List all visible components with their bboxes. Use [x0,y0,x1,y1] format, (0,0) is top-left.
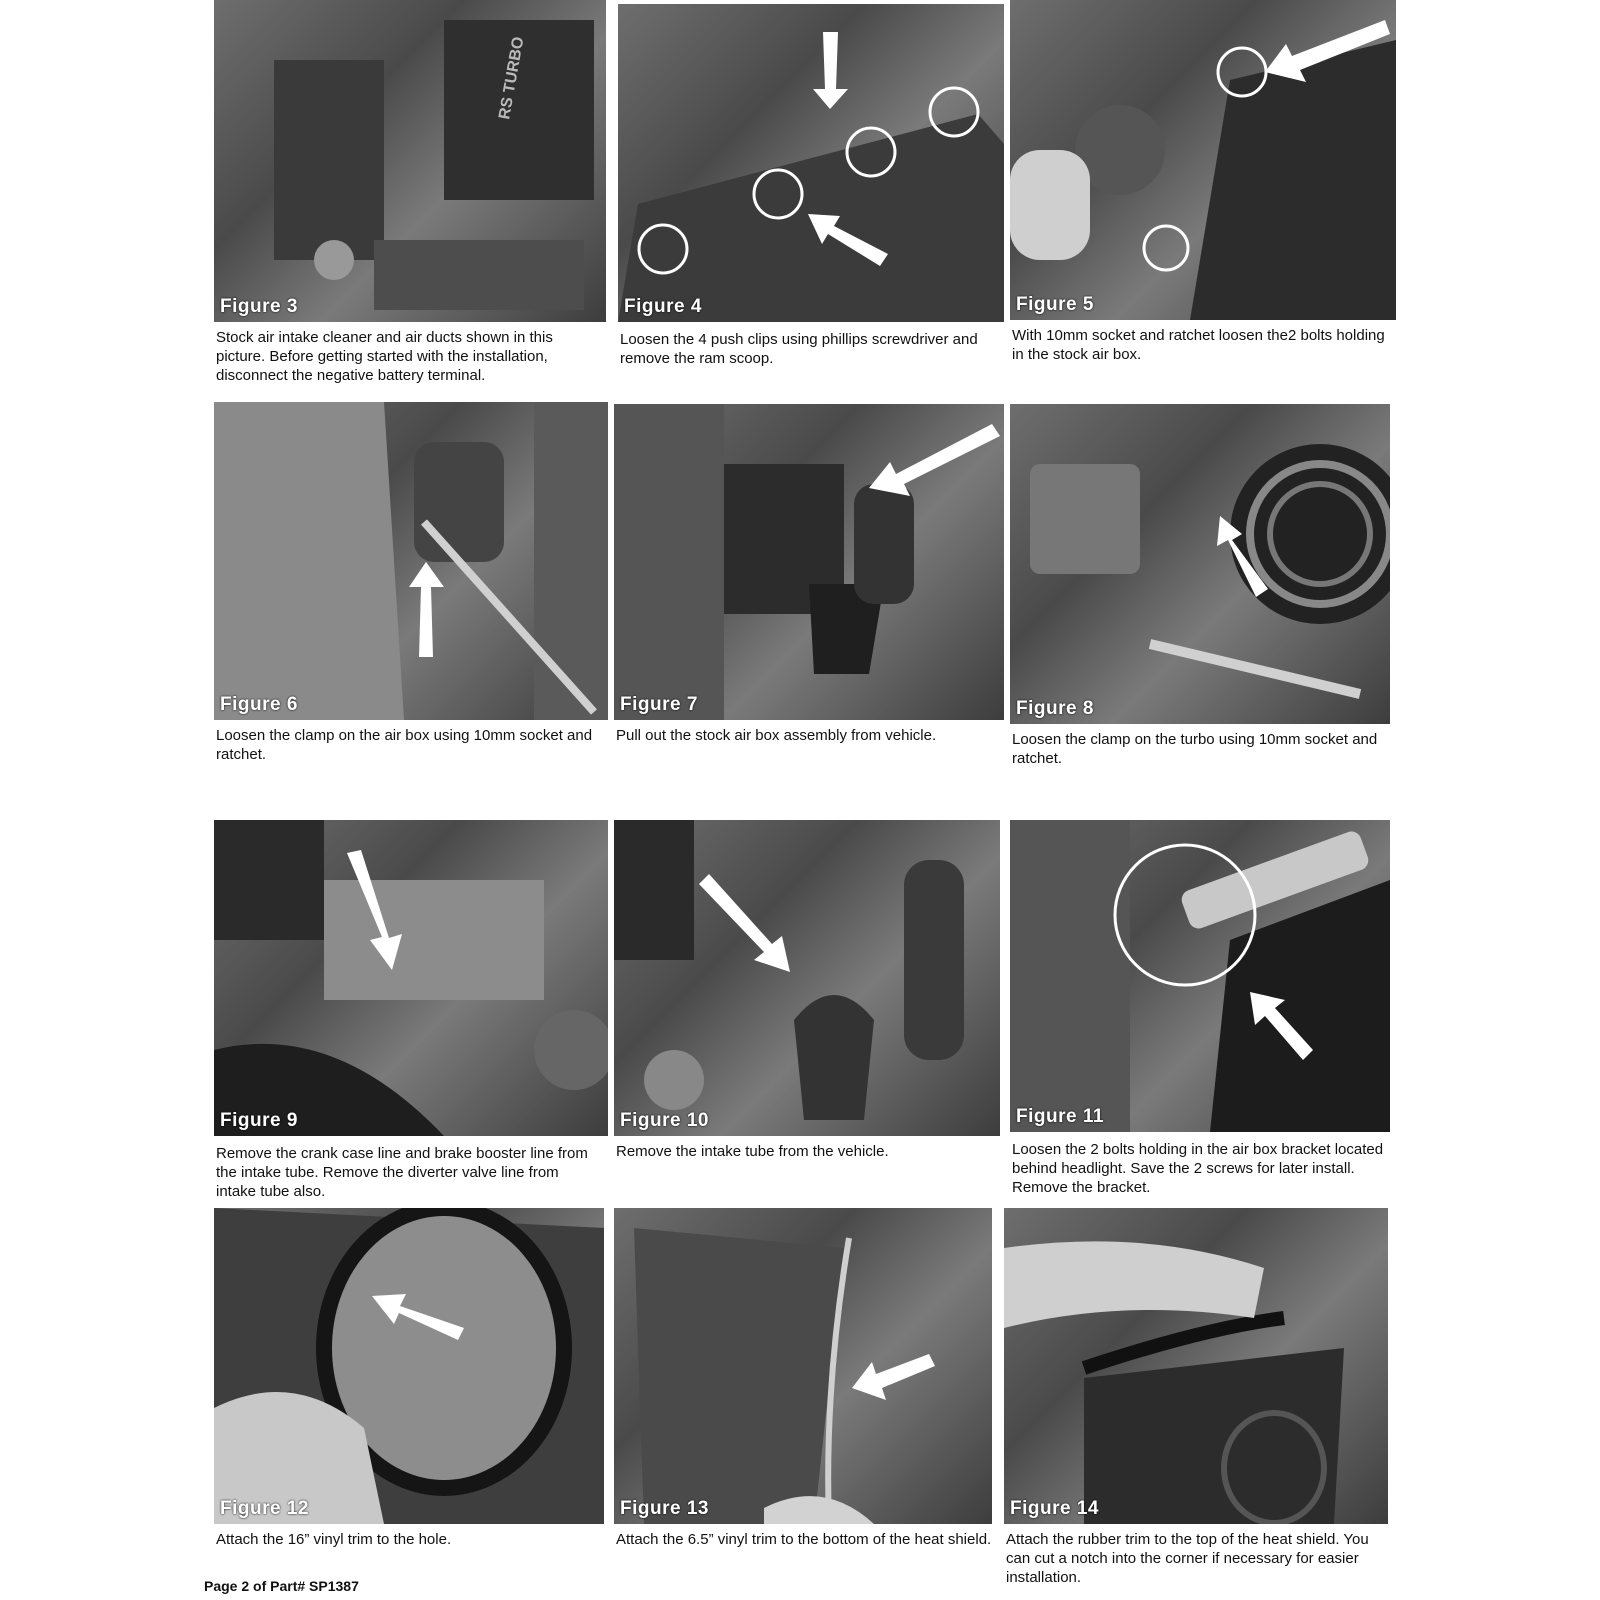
figure-caption: Loosen the clamp on the air box using 10mm socket and ratchet. [216,727,593,763]
figure-caption: Attach the 16” vinyl trim to the hole. [216,1531,452,1548]
figure-label: Figure 5 [1016,294,1094,315]
figure-caption: Stock air intake cleaner and air ducts shown in this picture. Before getting started with the installation, disconnect the negative battery terminal. [216,329,553,384]
intake-tube-removal-photo [614,820,1000,1136]
air-box-bolts-photo [1010,0,1396,320]
figure-label: Figure 6 [220,694,298,715]
turbo-clamp-photo [1010,404,1390,724]
figure-8 [1010,404,1396,767]
figure-caption: Attach the rubber trim to the top of the heat shield. You can cut a notch into the corner if necessary for easier installation. [1006,1531,1369,1586]
vinyl-trim-hole-photo [214,1208,604,1524]
engine-bay-photo [214,0,606,322]
figure-caption: Loosen the 2 bolts holding in the air box bracket located behind headlight. Save the 2 screws for later install. Remove the bracket. [1012,1141,1384,1196]
figure-7 [614,404,1004,764]
figure-label: Figure 13 [620,1498,709,1519]
figure-12 [214,1208,608,1568]
air-box-removal-photo [614,404,1004,720]
heat-shield-top-trim-photo [1004,1208,1388,1524]
figure-label: Figure 9 [220,1110,298,1131]
figure-caption: Loosen the clamp on the turbo using 10mm socket and ratchet. [1012,731,1378,767]
figure-label: Figure 8 [1016,698,1094,719]
figure-10 [614,820,1004,1180]
svg-text:RS TURBO: RS TURBO [496,35,528,121]
figure-label: Figure 3 [220,296,298,317]
figure-label: Figure 12 [220,1498,309,1519]
air-box-bracket-photo [1010,820,1390,1132]
page-footer: Page 2 of Part# SP1387 [204,1578,359,1594]
figure-label: Figure 7 [620,694,698,715]
figure-label: Figure 4 [624,296,702,317]
figure-11 [1010,820,1396,1200]
crank-case-line-photo [214,820,608,1136]
figure-3 [214,0,606,390]
figure-label: Figure 11 [1016,1106,1104,1127]
figure-label: Figure 10 [620,1110,709,1131]
ram-scoop-photo [618,4,1004,322]
figure-caption: With 10mm socket and ratchet loosen the2 bolts holding in the stock air box. [1012,327,1385,363]
figure-13 [614,1208,1004,1568]
heat-shield-bottom-photo [614,1208,992,1524]
figure-caption: Remove the intake tube from the vehicle. [616,1143,889,1160]
figure-5 [1010,0,1396,390]
figure-14 [1004,1208,1396,1588]
figure-caption: Attach the 6.5” vinyl trim to the bottom of the heat shield. [616,1531,992,1548]
figure-caption: Pull out the stock air box assembly from vehicle. [616,727,937,744]
figure-6 [214,402,608,762]
air-box-clamp-photo [214,402,608,720]
figure-caption: Remove the crank case line and brake booster line from the intake tube. Remove the diverter valve line from intake tube also. [216,1145,588,1200]
figure-9 [214,820,608,1200]
figure-4 [618,4,1004,390]
figure-label: Figure 14 [1010,1498,1099,1519]
figure-caption: Loosen the 4 push clips using phillips screwdriver and remove the ram scoop. [620,331,978,367]
